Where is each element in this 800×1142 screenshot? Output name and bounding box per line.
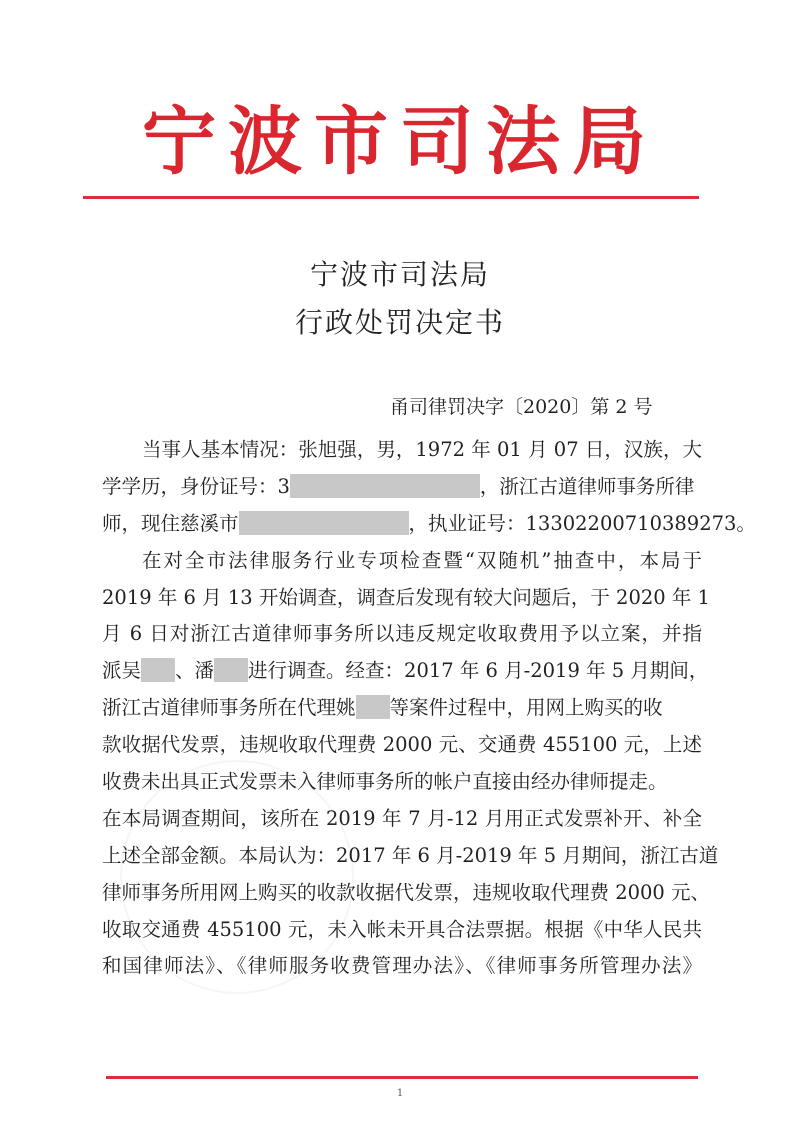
body-line: 浙江古道律师事务所在代理姚 等案件过程中，用网上购买的收	[102, 696, 663, 720]
body-line: 月 6 日对浙江古道律师事务所以违反规定收取费用予以立案，并指	[102, 622, 702, 646]
body-line: 在对全市法律服务行业专项检查暨“双随机”抽查中，本局于	[142, 548, 702, 572]
letterhead-red-rule	[83, 196, 699, 199]
body-line: 收费未出具正式发票未入律师事务所的帐户直接由经办律师提走。	[102, 770, 668, 794]
redaction-box	[356, 695, 390, 719]
letterhead-org-name: 宁波市司法局	[142, 99, 658, 185]
body-line: 2019 年 6 月 13 开始调查，调查后发现有较大问题后，于 2020 年 1	[102, 585, 710, 609]
redaction-box	[141, 658, 175, 682]
document-number: 甬司律罚决字〔2020〕第 2 号	[390, 396, 653, 418]
body-line: 师，现住慈溪市 ，执业证号：13302200710389273。	[102, 511, 756, 535]
footer-red-rule	[106, 1076, 698, 1079]
redaction-box	[290, 474, 480, 498]
body-line: 派吴 、潘 进行调查。经查：2017 年 6 月-2019 年 5 月期间，	[102, 659, 709, 683]
body-line: 在本局调查期间，该所在 2019 年 7 月-12 月用正式发票补开、补全	[102, 806, 702, 830]
body-line: 学学历，身份证号：3 ，浙江古道律师事务所律	[102, 474, 695, 498]
redaction-box	[239, 511, 409, 535]
body-line: 上述全部金额。本局认为：2017 年 6 月-2019 年 5 月期间，浙江古道	[102, 843, 719, 867]
redaction-box	[214, 658, 248, 682]
body-line: 收取交通费 455100 元，未入帐未开具合法票据。根据《中华人民共	[102, 917, 702, 941]
document-title-line1: 宁波市司法局	[309, 258, 490, 291]
document-body	[102, 432, 756, 985]
body-line: 律师事务所用网上购买的收款收据代发票，违规收取代理费 2000 元、	[102, 880, 711, 904]
page-number: 1	[396, 1088, 404, 1099]
body-line: 当事人基本情况：张旭强，男，1972 年 01 月 07 日，汉族，大	[142, 438, 702, 461]
body-line: 款收据代发票，违规收取代理费 2000 元、交通费 455100 元，上述	[102, 733, 702, 757]
body-line: 和国律师法》、《律师服务收费管理办法》、《律师事务所管理办法》	[102, 954, 702, 978]
document-title-line2: 行政处罚决定书	[294, 306, 505, 339]
